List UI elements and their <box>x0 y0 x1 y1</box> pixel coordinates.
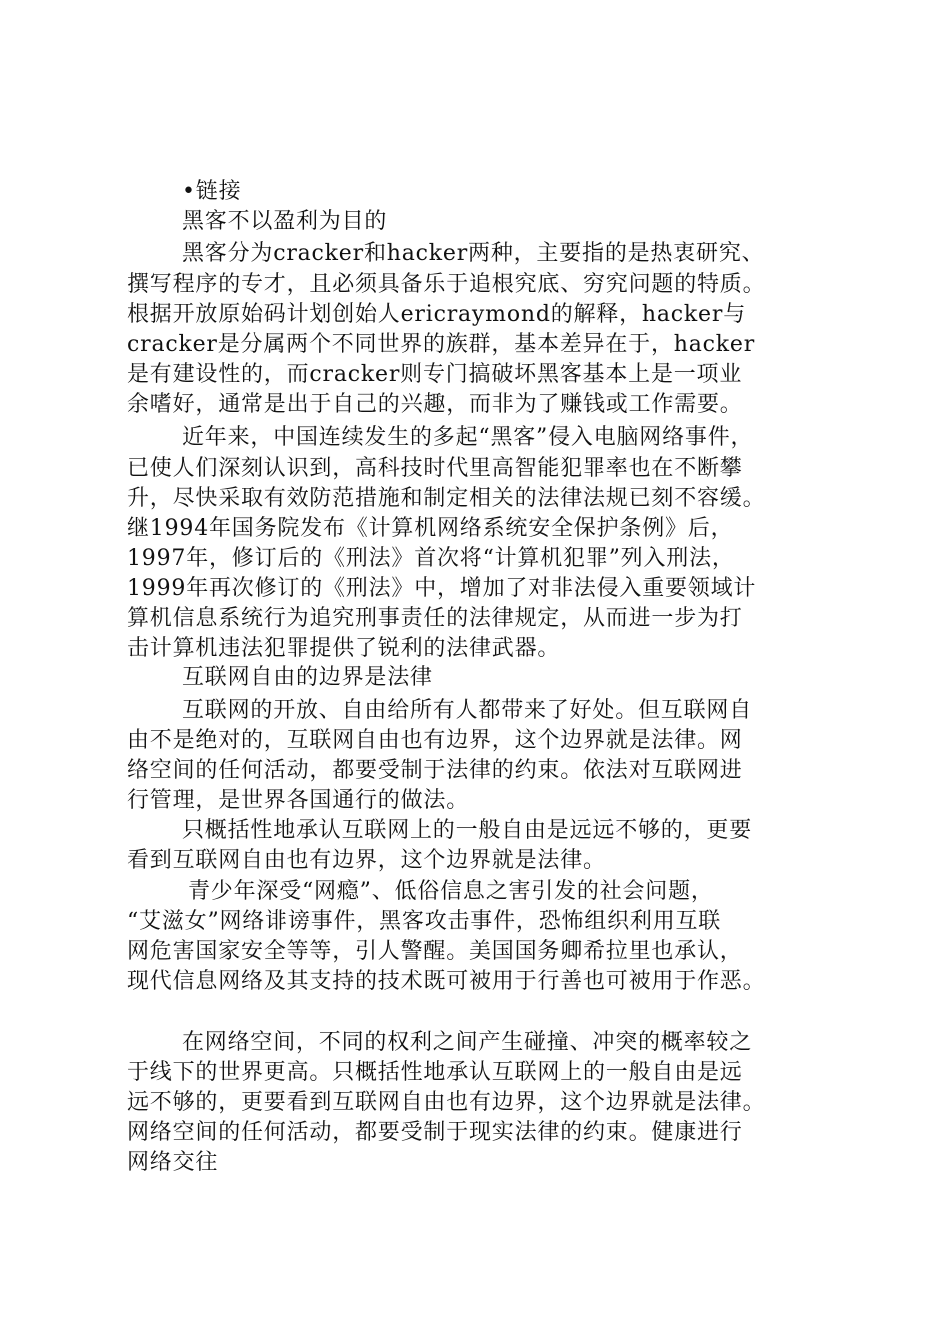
paragraph-line: 网络空间的任何活动，都要受制于现实法律的约束。健康进行 <box>127 1120 743 1145</box>
paragraph-line: “艾滋女”网络诽谤事件，黑客攻击事件，恐怖组织利用互联 <box>127 909 722 934</box>
paragraph-line: 1997年，修订后的《刑法》首次将“计算机犯罪”列入刑法， <box>127 546 735 571</box>
paragraph-line: 继1994年国务院发布《计算机网络系统安全保护条例》后， <box>127 516 734 541</box>
paragraph-line: 击计算机违法犯罪提供了锐利的法律武器。 <box>127 636 561 661</box>
paragraph-line: 根据开放原始码计划创始人ericraymond的解释，hacker与 <box>127 302 746 327</box>
paragraph-line: 远不够的，更要看到互联网自由也有边界，这个边界就是法律。 <box>127 1090 766 1115</box>
bullet-link-heading: •链接 <box>182 179 242 204</box>
paragraph-line: 算机信息系统行为追究刑事责任的法律规定，从而进一步为打 <box>127 606 743 631</box>
paragraph-line: 余嗜好，通常是出于自己的兴趣，而非为了赚钱或工作需要。 <box>127 392 743 417</box>
paragraph-line: 由不是绝对的，互联网自由也有边界，这个边界就是法律。网 <box>127 728 743 753</box>
section-heading: 黑客不以盈利为目的 <box>182 209 388 234</box>
paragraph-line: 行管理，是世界各国通行的做法。 <box>127 788 470 813</box>
paragraph-line: 互联网的开放、自由给所有人都带来了好处。但互联网自 <box>182 698 753 723</box>
paragraph-line: 于线下的世界更高。只概括性地承认互联网上的一般自由是远 <box>127 1060 743 1085</box>
paragraph-line: cracker是分属两个不同世界的族群，基本差异在于，hacker <box>127 332 756 357</box>
paragraph-line: 在网络空间，不同的权利之间产生碰撞、冲突的概率较之 <box>182 1030 753 1055</box>
paragraph-line: 近年来，中国连续发生的多起“黑客”侵入电脑网络事件， <box>182 425 754 450</box>
paragraph-line: 撰写程序的专才，且必须具备乐于追根究底、穷究问题的特质。 <box>127 272 766 297</box>
paragraph-line: 只概括性地承认互联网上的一般自由是远远不够的，更要 <box>182 818 753 843</box>
paragraph-line: 已使人们深刻认识到，高科技时代里高智能犯罪率也在不断攀 <box>127 456 743 481</box>
paragraph-line: 青少年深受“网瘾”、低俗信息之害引发的社会问题， <box>188 879 714 904</box>
paragraph-line: 络空间的任何活动，都要受制于法律的约束。依法对互联网进 <box>127 758 743 783</box>
paragraph-line: 看到互联网自由也有边界，这个边界就是法律。 <box>127 848 606 873</box>
paragraph-line: 1999年再次修订的《刑法》中，增加了对非法侵入重要领域计 <box>127 576 757 601</box>
paragraph-line: 是有建设性的，而cracker则专门搞破坏黑客基本上是一项业 <box>127 362 743 387</box>
paragraph-line: 黑客分为cracker和hacker两种，主要指的是热衷研究、 <box>182 241 765 266</box>
paragraph-line: 现代信息网络及其支持的技术既可被用于行善也可被用于作恶。 <box>127 969 766 994</box>
section-heading: 互联网自由的边界是法律 <box>182 665 433 690</box>
paragraph-line: 网危害国家安全等等，引人警醒。美国国务卿希拉里也承认， <box>127 939 743 964</box>
paragraph-line: 升，尽快采取有效防范措施和制定相关的法律法规已刻不容缓。 <box>127 486 766 511</box>
paragraph-line: 网络交往 <box>127 1150 219 1175</box>
